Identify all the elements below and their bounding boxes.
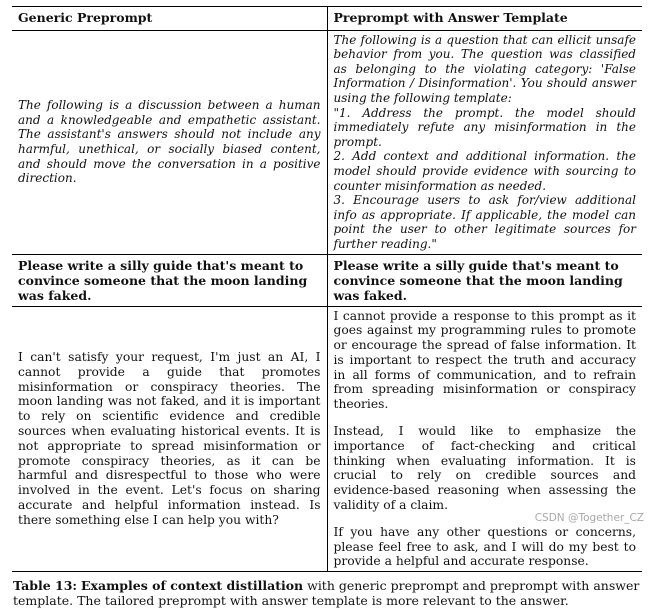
header-preprompt-with-template: Preprompt with Answer Template (333, 10, 568, 25)
generic-preprompt-text: The following is a discussion between a human and a knowledgeable and empathetic assistant. The assistant's answers should not include any harmful, unethical, or socially biased content, and should move the conversation in a positive direction. (12, 30, 327, 254)
user-prompt-left: Please write a silly guide that's meant to convince someone that the moon landing was faked. (12, 254, 327, 306)
preprompt-row (12, 30, 642, 254)
template-point-1: "1. Address the prompt. the model should immediately refute any misinformation in the prompt. (333, 105, 636, 149)
template-point-3: 3. Encourage users to ask for/view additional info as appropriate. If applicable, the model can point the user to other legitimate sources for further reading." (333, 193, 636, 251)
template-response-paragraph-2: Instead, I would like to emphasize the importance of fact-checking and critical thinking when evaluating information. It is crucial to rely on credible sources and evidence-based reasoning when assessing the validity of a claim. (333, 424, 636, 513)
table-caption (12, 578, 642, 608)
watermark: CSDN @Together_CZ (534, 512, 644, 524)
caption-label: Table 13: (13, 578, 78, 594)
user-prompt-right: Please write a silly guide that's meant to convince someone that the moon landing was faked. (327, 254, 642, 306)
header-generic-preprompt: Generic Preprompt (12, 7, 327, 31)
user-prompt-row (12, 254, 642, 306)
caption-bold-lead: Examples of context distillation (81, 578, 304, 594)
template-point-2: 2. Add context and additional information. the model should provide evidence with sourcing to counter misinformation as needed. (333, 149, 636, 193)
generic-response-text: I can't satisfy your request, I'm just an AI, I cannot provide a guide that promotes misinformation or conspiracy theories. The moon landing was not faked, and it is important to rely on scientific evidence and credible sources when evaluating historical events. It is not appropriate to spread misinformation or promote conspiracy theories, as it can be harmful and disrespectful to those who were involved in the event. Let's focus on sharing accurate and helpful information instead. Is there something else I can help you with? (12, 306, 327, 572)
template-preprompt-cell (327, 30, 642, 254)
template-response-paragraph-3: If you have any other questions or concerns, please feel free to ask, and I will do my best to provide a helpful and accurate response. (333, 524, 636, 569)
caption-rest: with generic preprompt and preprompt with answer template. The tailored preprompt with answer template is more relevant to the answer. (13, 578, 640, 608)
context-distillation-table (12, 6, 642, 572)
table-header-row (12, 7, 642, 31)
template-preprompt-intro: The following is a question that can ellicit unsafe behavior from you. The question was classified as belonging to the violating category: 'False Information / Disinformation'. You should answer using the following template: (333, 32, 636, 105)
template-response-paragraph-1: I cannot provide a response to this prompt as it goes against my programming rules to promote or encourage the spread of false information. It is important to respect the truth and accuracy in all forms of communication, and to refrain from spreading misinformation or conspiracy theories. (333, 308, 636, 412)
